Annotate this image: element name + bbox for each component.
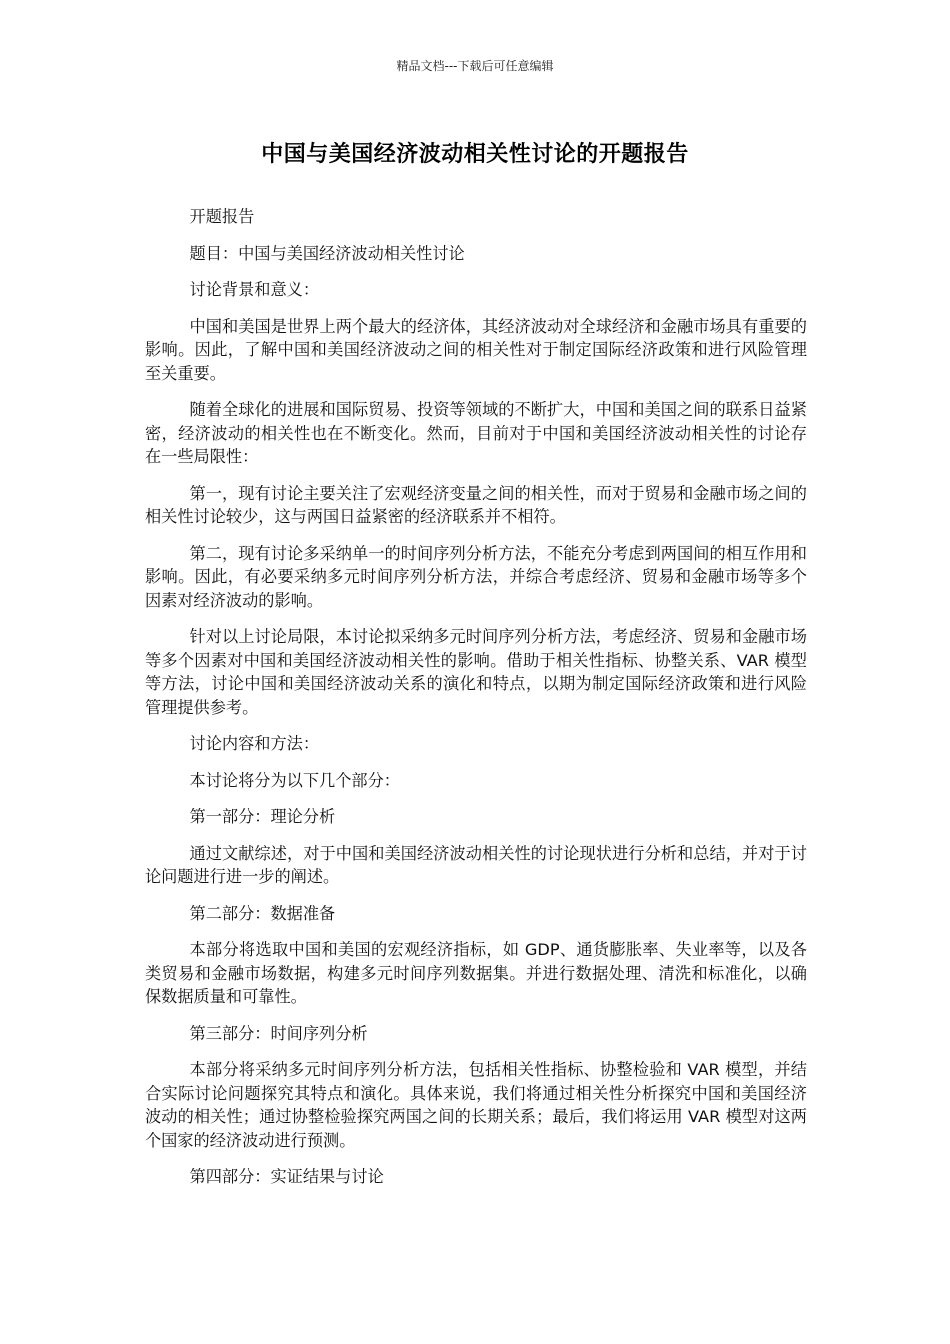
paragraph: 随着全球化的进展和国际贸易、投资等领域的不断扩大，中国和美国之间的联系日益紧密，经济波动的相关性也在不断变化。然而，目前对于中国和美国经济波动相关性的讨论存在一些局限性：: [145, 400, 807, 466]
part-heading-2: 第二部分：数据准备: [189, 903, 336, 923]
part-heading-1: 第一部分：理论分析: [189, 807, 336, 826]
section-heading-content: 讨论内容和方法：: [189, 734, 320, 753]
part-heading-4: 第四部分：实证结果与讨论: [189, 1167, 384, 1186]
paragraph: 第一，现有讨论主要关注了宏观经济变量之间的相关性，而对于贸易和金融市场之间的相关性讨论较少，这与两国日益紧密的经济联系并不相符。: [145, 483, 807, 526]
paragraph: 本讨论将分为以下几个部分：: [189, 770, 400, 790]
paragraph: 中国和美国是世界上两个最大的经济体，其经济波动对全球经济和金融市场具有重要的影响。因此，了解中国和美国经济波动之间的相关性对于制定国际经济政策和进行风险管理至关重要。: [145, 316, 807, 383]
part-heading-3: 第三部分：时间序列分析: [189, 1023, 368, 1043]
paragraph: 本部分将采纳多元时间序列分析方法，包括相关性指标、协整检验和 VAR 模型，并结合实际讨论问题探究其特点和演化。具体来说，我们将通过相关性分析探究中国和美国经济波动的相关性；通过协整检验探究两国之间的长期关系；最后，我们将运用 VAR 模型对这两个国家的经济波动进行预测。: [145, 1060, 807, 1150]
paragraph-topic: 题目：中国与美国经济波动相关性讨论: [189, 243, 465, 263]
paragraph: 通过文献综述，对于中国和美国经济波动相关性的讨论现状进行分析和总结，并对于讨论问题进行进一步的阐述。: [145, 843, 807, 886]
document-title: 中国与美国经济波动相关性讨论的开题报告: [261, 142, 689, 167]
paragraph: 第二，现有讨论多采纳单一的时间序列分析方法，不能充分考虑到两国间的相互作用和影响。因此，有必要采纳多元时间序列分析方法，并综合考虑经济、贸易和金融市场等多个因素对经济波动的影响。: [145, 543, 807, 610]
paragraph-label: 开题报告: [189, 207, 255, 226]
header-note: 精品文档---下载后可任意编辑: [396, 59, 554, 73]
document-body: [145, 205, 807, 1202]
section-heading-background: 讨论背景和意义：: [189, 280, 320, 299]
paragraph: 针对以上讨论局限，本讨论拟采纳多元时间序列分析方法，考虑经济、贸易和金融市场等多个因素对中国和美国经济波动相关性的影响。借助于相关性指标、协整关系、VAR 模型等方法，讨论中国和美国经济波动关系的演化和特点，以期为制定国际经济政策和进行风险管理提供参考。: [145, 627, 807, 717]
paragraph: 本部分将选取中国和美国的宏观经济指标，如 GDP、通货膨胀率、失业率等，以及各类贸易和金融市场数据，构建多元时间序列数据集。并进行数据处理、清洗和标准化，以确保数据质量和可靠性。: [145, 940, 807, 1006]
